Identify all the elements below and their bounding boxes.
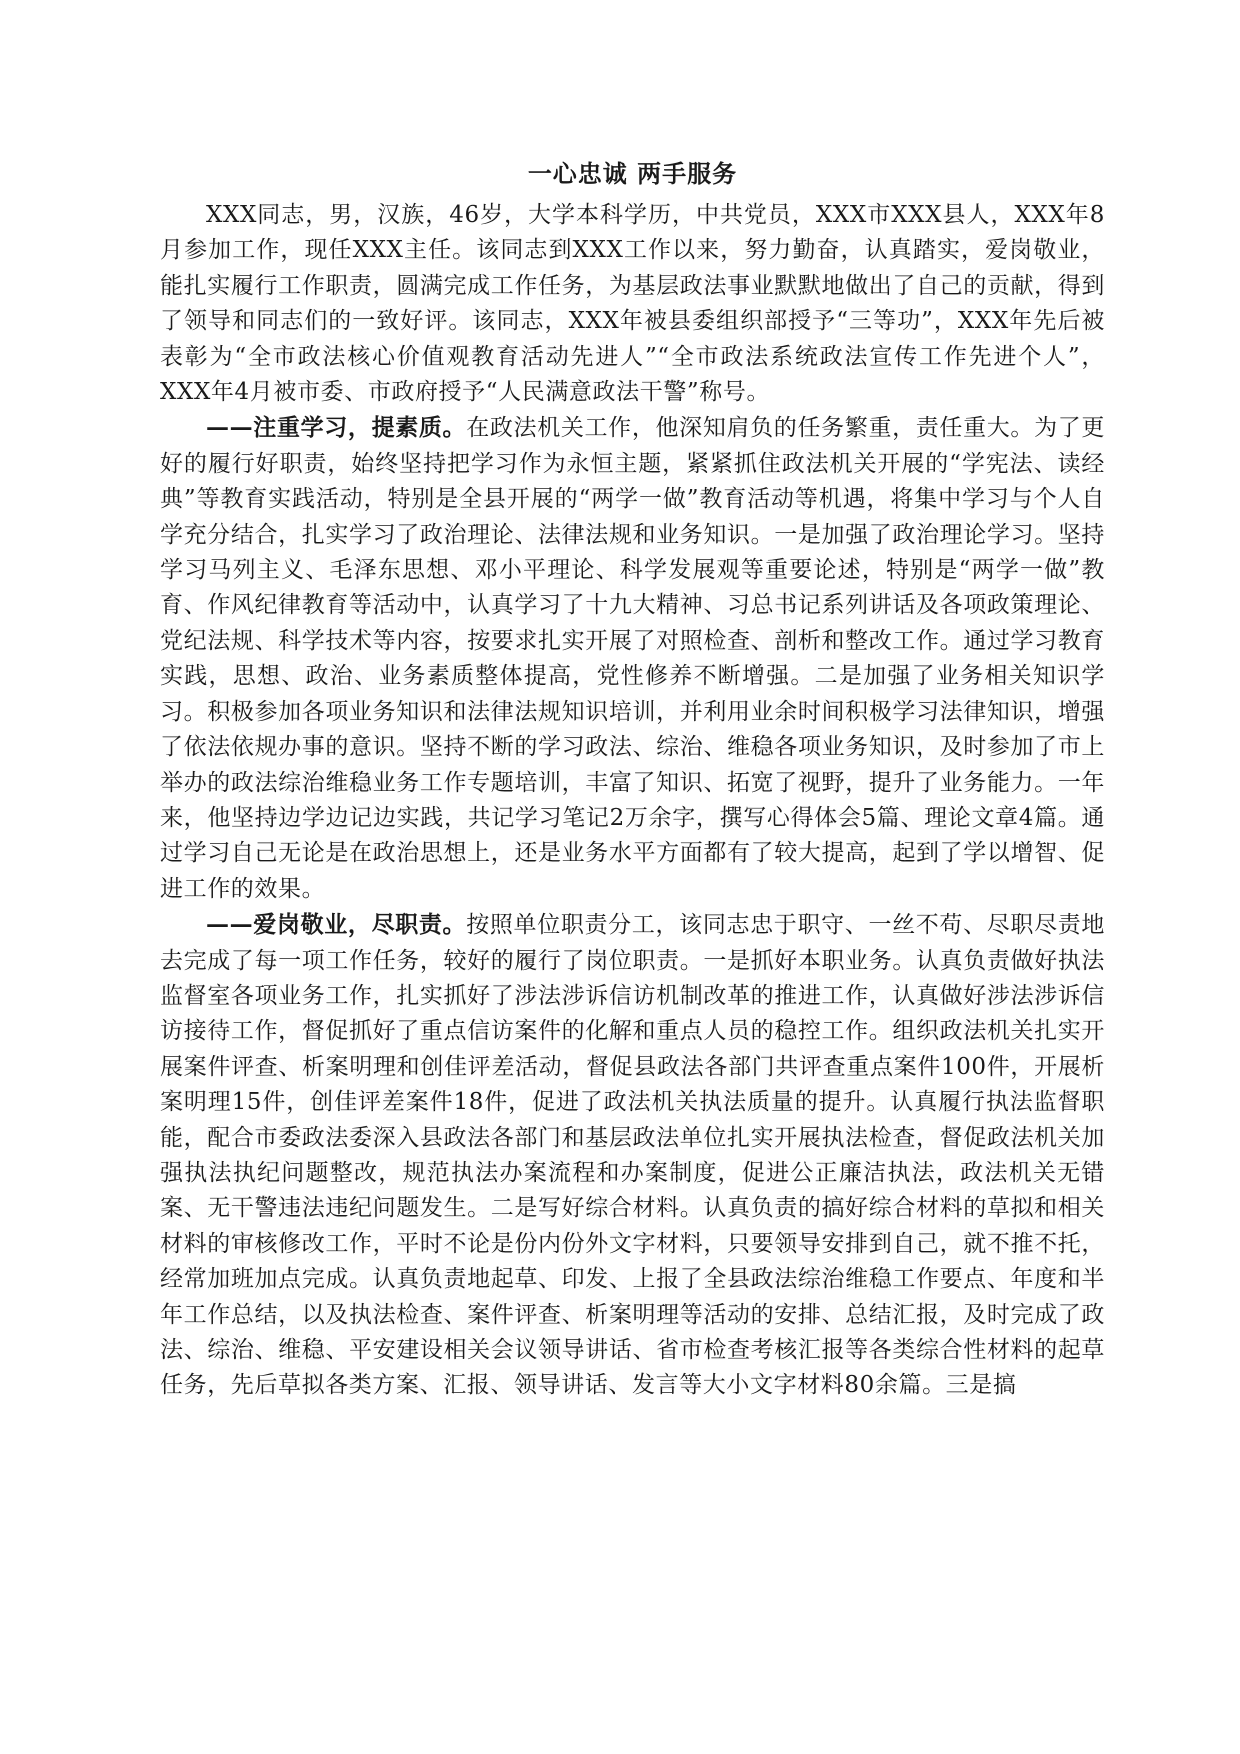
paragraph-intro [160, 198, 1105, 410]
paragraph-text: 按照单位职责分工，该同志忠于职守、一丝不苟、尽职尽责地去完成了每一项工作任务，较好的履行了岗位职责。一是抓好本职业务。认真负责做好执法监督室各项业务工作，扎实抓好了涉法涉诉信访机制改革的推进工作，认真做好涉法涉诉信访接待工作，督促抓好了重点信访案件的化解和重点人员的稳控工作。组织政法机关扎实开展案件评查、析案明理和创佳评差活动，督促县政法各部门共评查重点案件100件，开展析案明理15件，创佳评差案件18件，促进了政法机关执法质量的提升。认真履行执法监督职能，配合市委政法委深入县政法各部门和基层政法单位扎实开展执法检查，督促政法机关加强执法执纪问题整改，规范执法办案流程和办案制度，促进公正廉洁执法，政法机关无错案、无干警违法违纪问题发生。二是写好综合材料。认真负责的搞好综合材料的草拟和相关材料的审核修改工作，平时不论是份内份外文字材料，只要领导安排到自己，就不推不托，经常加班加点完成。认真负责地起草、印发、上报了全县政法综治维稳工作要点、年度和半年工作总结，以及执法检查、案件评查、析案明理等活动的安排、总结汇报，及时完成了政法、综治、维稳、平安建设相关会议领导讲话、省市检查考核汇报等各类综合性材料的起草任务，先后草拟各类方案、汇报、领导讲话、发言等大小文字材料80余篇。三是搞 [160, 912, 1105, 1399]
paragraph-text: 在政法机关工作，他深知肩负的任务繁重，责任重大。为了更好的履行好职责，始终坚持把学习作为永恒主题，紧紧抓住政法机关开展的“学宪法、读经典”等教育实践活动，特别是全县开展的“两学一做”教育活动等机遇，将集中学习与个人自学充分结合，扎实学习了政治理论、法律法规和业务知识。一是加强了政治理论学习。坚持学习马列主义、毛泽东思想、邓小平理论、科学发展观等重要论述，特别是“两学一做”教育、作风纪律教育等活动中，认真学习了十九大精神、习总书记系列讲话及各项政策理论、党纪法规、科学技术等内容，按要求扎实开展了对照检查、剖析和整改工作。通过学习教育实践，思想、政治、业务素质整体提高，党性修养不断增强。二是加强了业务相关知识学习。积极参加各项业务知识和法律法规知识培训，并利用业余时间积极学习法律知识，增强了依法依规办事的意识。坚持不断的学习政法、综治、维稳各项业务知识，及时参加了市上举办的政法综治维稳业务工作专题培训，丰富了知识、拓宽了视野，提升了业务能力。一年来，他坚持边学边记边实践，共记学习笔记2万余字，撰写心得体会5篇、理论文章4篇。通过学习自己无论是在政治思想上，还是业务水平方面都有了较大提高，起到了学以增智、促进工作的效果。 [160, 415, 1105, 902]
paragraph-heading: ——爱岗敬业，尽职责。 [206, 911, 467, 939]
document-body [160, 158, 1105, 1404]
paragraph-duty [160, 907, 1105, 1404]
paragraph-heading: ——注重学习，提素质。 [206, 414, 467, 442]
paragraph-text: XXX同志，男，汉族，46岁，大学本科学历，中共党员，XXX市XXX县人，XXX年8月参加工作，现任XXX主任。该同志到XXX工作以来，努力勤奋，认真踏实，爱岗敬业，能扎实履行工作职责，圆满完成工作任务，为基层政法事业默默地做出了自己的贡献，得到了领导和同志们的一致好评。该同志，XXX年被县委组织部授予“三等功”，XXX年先后被表彰为“全市政法核心价值观教育活动先进人”“全市政法系统政法宣传工作先进个人”，XXX年4月被市委、市政府授予“人民满意政法干警”称号。 [160, 202, 1105, 406]
paragraph-study [160, 410, 1105, 907]
document-title: 一心忠诚 两手服务 [527, 159, 738, 188]
